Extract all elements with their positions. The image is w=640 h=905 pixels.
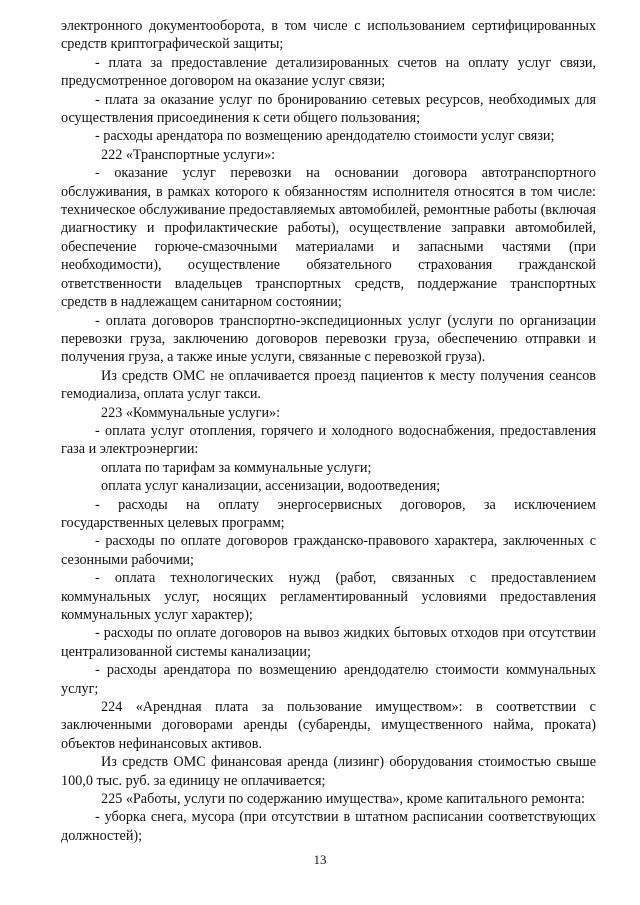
paragraph-17: - расходы арендатора по возмещению арендодателю стоимости коммунальных услуг; bbox=[61, 662, 596, 697]
paragraph-14: - расходы по оплате договоров гражданско-правового характера, заключенных с сезонными рабочими; bbox=[61, 533, 596, 568]
paragraph-16: - расходы по оплате договоров на вывоз жидких бытовых отходов при отсутствии централизованной системы канализации; bbox=[61, 625, 596, 660]
paragraph-4: - расходы арендатора по возмещению арендодателю стоимости услуг связи; bbox=[95, 128, 555, 145]
section-heading-223: 223 «Коммунальные услуги»: bbox=[101, 404, 281, 421]
section-heading-222: 222 «Транспортные услуги»: bbox=[101, 146, 276, 163]
paragraph-12: оплата услуг канализации, ассенизации, водоотведения; bbox=[101, 478, 441, 495]
paragraph-10: - оплата услуг отопления, горячего и холодного водоснабжения, предоставления газа и электроэнергии: bbox=[61, 422, 596, 458]
paragraph-8: Из средств ОМС не оплачивается проезд пациентов к месту получения сеансов гемодиализа, оплата услуг такси. bbox=[61, 367, 596, 403]
paragraph-2: - плата за предоставление детализированных счетов на оплату услуг связи, предусмотренное договором на оказание услуг связи; bbox=[61, 54, 596, 90]
paragraph-15: - оплата технологических нужд (работ, связанных с предоставлением коммунальных услуг, носящих регламентированный условиями предоставления коммунальных услуг характер); bbox=[61, 570, 596, 623]
paragraph-21: - уборка снега, мусора (при отсутствии в штатном расписании соответствующих должностей); bbox=[61, 809, 596, 844]
paragraph-19: Из средств ОМС финансовая аренда (лизинг) оборудования стоимостью свыше 100,0 тыс. руб. за единицу не оплачивается; bbox=[61, 754, 596, 789]
paragraph-11: оплата по тарифам за коммунальные услуги; bbox=[101, 459, 372, 476]
paragraph-6: - оказание услуг перевозки на основании договора автотранспортного обслуживания, в рамках которого к обязанностям исполнителя относятся в том числе: техническое обслуживание предоставляемых автомобилей, ремонтные работы (включая диагностику и профилактические работы), осуществление заправки автомобилей, обеспечение горюче-смазочными материалами и запасными частями (при необходимости), осуществление обязательного страхования гражданской ответственности владельцев транспортных средств, поддержание транспортных средств в надлежащем санитарном состоянии; bbox=[61, 165, 596, 311]
document-body bbox=[61, 17, 596, 845]
paragraph-7: - оплата договоров транспортно-экспедиционных услуг (услуги по организации перевозки груза, заключению договоров перевозки груза, обеспечению отправки и получения груза, а также иные услуги, связанные с перевозкой груза). bbox=[61, 312, 596, 366]
page-number: 13 bbox=[313, 852, 327, 867]
paragraph-3: - плата за оказание услуг по бронированию сетевых ресурсов, необходимых для осуществления присоединения к сети общего пользования; bbox=[61, 91, 596, 127]
paragraph-1: электронного документооборота, в том числе с использованием сертифицированных средств криптографической защиты; bbox=[61, 18, 596, 53]
section-heading-224: 224 «Арендная плата за пользование имуществом»: в соответствии с заключенными договорами аренды (субаренды, имущественного найма, проката) объектов нефинансовых активов. bbox=[61, 699, 596, 752]
paragraph-13: - расходы на оплату энергосервисных договоров, за исключением государственных целевых программ; bbox=[61, 496, 596, 531]
section-heading-225: 225 «Работы, услуги по содержанию имущества», кроме капитального ремонта: bbox=[101, 791, 585, 808]
